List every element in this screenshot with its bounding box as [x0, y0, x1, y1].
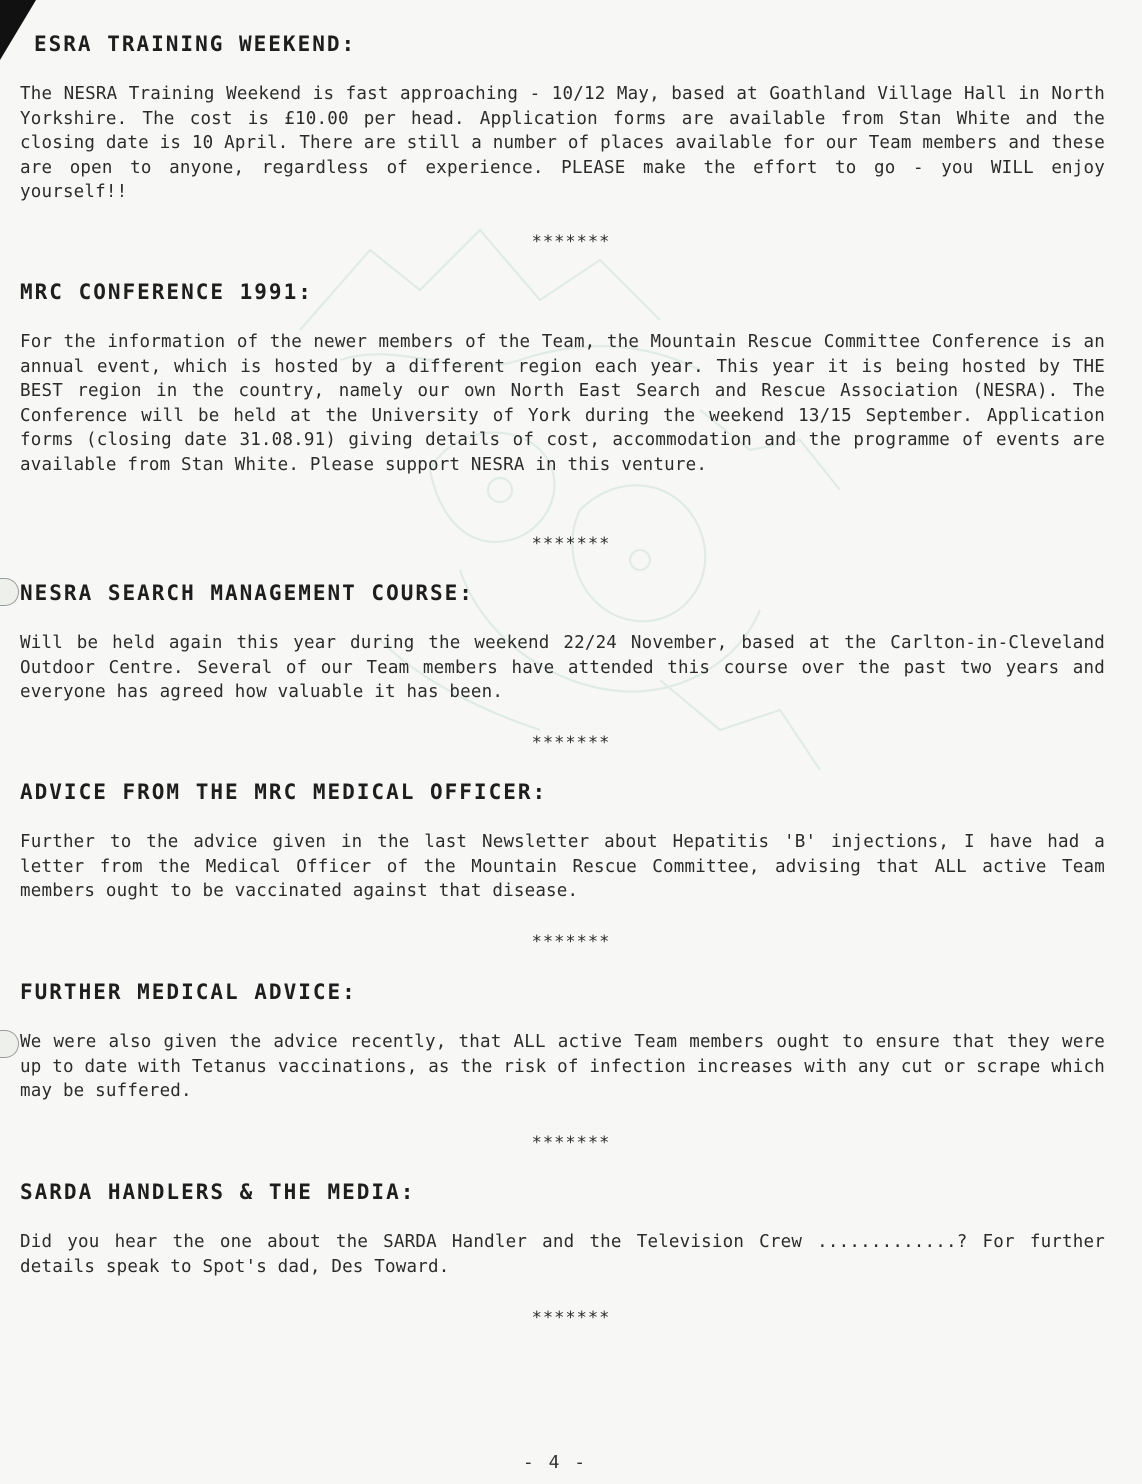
- section-heading: FURTHER MEDICAL ADVICE:: [20, 980, 357, 1004]
- separator: *******: [531, 932, 611, 952]
- separator: *******: [531, 1133, 611, 1153]
- section-body: For the information of the newer members of the Team, the Mountain Rescue Committee Conference is an annual event, which is hosted by a different region each year. This year it is being hosted by THE BEST region in the country, namely our own North East Search and Rescue Association (NESRA). The Conference will be held at the University of York during the weekend 13/15 September. Application forms (closing date 31.08.91) giving details of cost, accommodation and the programme of events are available from Stan White. Please support NESRA in this venture.: [20, 332, 1105, 475]
- binder-hole: [0, 578, 19, 606]
- separator: *******: [531, 733, 611, 753]
- section-sarda-handlers: [20, 1180, 1105, 1279]
- separator: *******: [531, 534, 611, 554]
- separator: *******: [531, 1308, 611, 1328]
- section-heading: ESRA TRAINING WEEKEND:: [34, 32, 357, 56]
- section-medical-officer-advice: [20, 780, 1105, 904]
- section-body: Will be held again this year during the weekend 22/24 November, based at the Carlton-in-Cleveland Outdoor Centre. Several of our Team members have attended this course over the past two years and everyone has agreed how valuable it has been.: [20, 633, 1105, 702]
- section-heading: MRC CONFERENCE 1991:: [20, 280, 313, 304]
- binder-hole: [0, 1030, 19, 1058]
- section-body: The NESRA Training Weekend is fast approaching - 10/12 May, based at Goathland Village Hall in North Yorkshire. The cost is £10.00 per head. Application forms are available from Stan White and the closing date is 10 April. There are still a number of places available for our Team members and these are open to anyone, regardless of experience. PLEASE make the effort to go - you WILL enjoy yourself!!: [20, 84, 1105, 202]
- section-heading: ADVICE FROM THE MRC MEDICAL OFFICER:: [20, 780, 548, 804]
- section-body: Did you hear the one about the SARDA Handler and the Television Crew .............? For further details speak to Spot's dad, Des Toward.: [20, 1232, 1105, 1277]
- section-mrc-conference: [20, 280, 1105, 477]
- section-body: We were also given the advice recently, that ALL active Team members ought to ensure that they were up to date with Tetanus vaccinations, as the risk of infection increases with any cut or scrape which may be suffered.: [20, 1032, 1105, 1101]
- section-training-weekend: [20, 32, 1105, 205]
- section-further-medical-advice: [20, 980, 1105, 1104]
- section-body: Further to the advice given in the last Newsletter about Hepatitis 'B' injections, I have had a letter from the Medical Officer of the Mountain Rescue Committee, advising that ALL active Team members ought to be vaccinated against that disease.: [20, 832, 1105, 901]
- section-heading: SARDA HANDLERS & THE MEDIA:: [20, 1180, 416, 1204]
- separator: *******: [531, 232, 611, 252]
- page-number: - 4 -: [522, 1452, 588, 1473]
- section-heading: NESRA SEARCH MANAGEMENT COURSE:: [20, 581, 474, 605]
- section-search-management-course: [20, 581, 1105, 705]
